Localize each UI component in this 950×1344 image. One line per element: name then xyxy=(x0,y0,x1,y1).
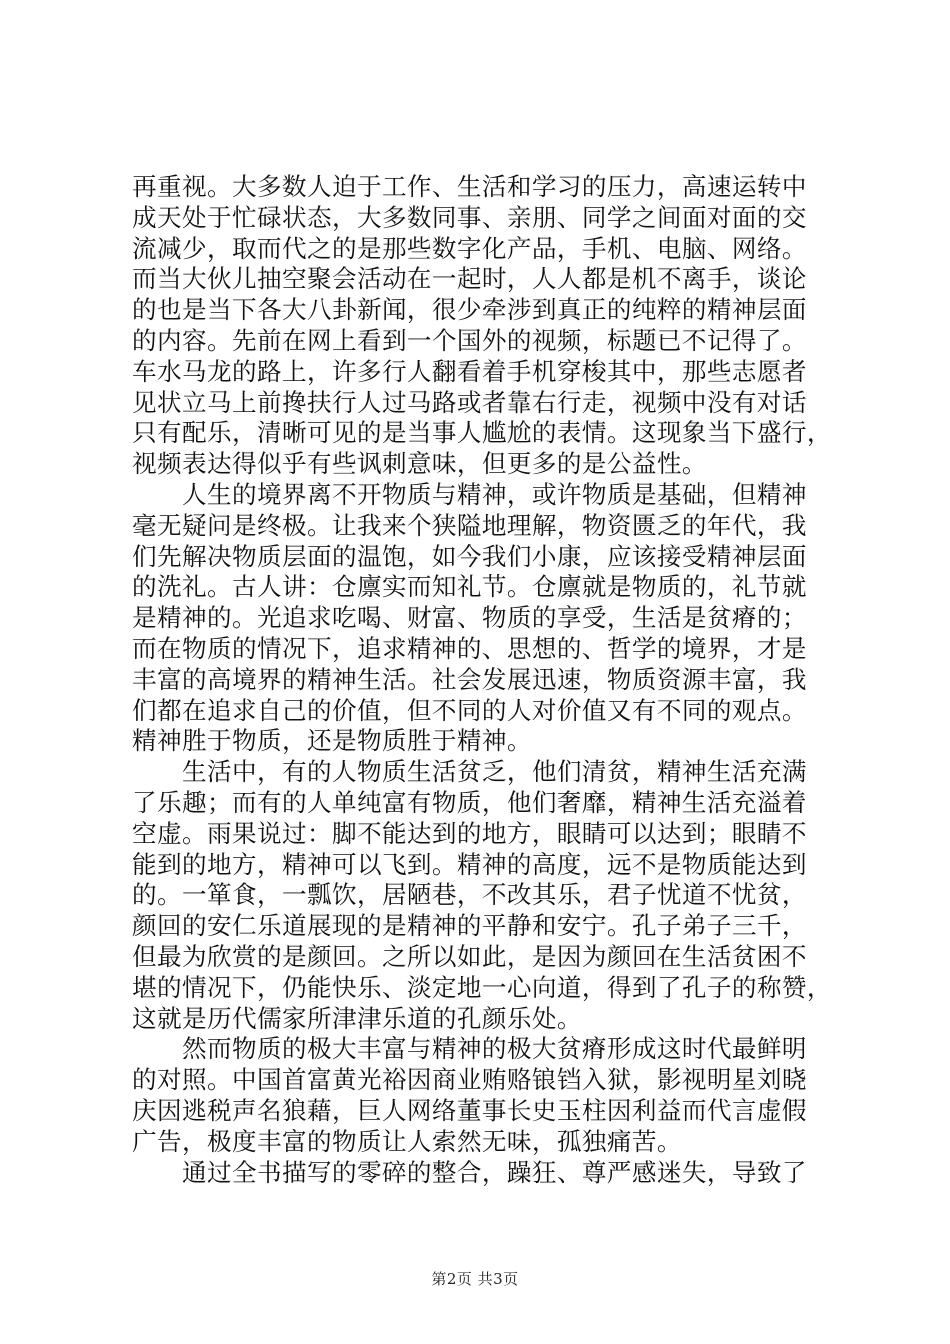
text-line: 能到的地方，精神可以飞到。精神的高度，远不是物质能达到 xyxy=(132,849,807,879)
text-line: 精神胜于物质，还是物质胜于精神。 xyxy=(132,726,532,756)
text-line: 的内容。先前在网上看到一个国外的视频，标题已不记得了。 xyxy=(132,325,807,355)
text-line: 通过全书描写的零碎的整合，躁狂、尊严感迷失，导致了 xyxy=(132,1157,807,1187)
text-line: 们先解决物质层面的温饱，如今我们小康，应该接受精神层面 xyxy=(132,541,807,571)
text-line: 生活中，有的人物质生活贫乏，他们清贫，精神生活充满 xyxy=(132,757,807,787)
text-line: 视频表达得似乎有些讽刺意味，但更多的是公益性。 xyxy=(132,449,707,479)
text-line: 见状立马上前搀扶行人过马路或者靠右行走，视频中没有对话 xyxy=(132,387,807,417)
text-line: 丰富的高境界的精神生活。社会发展迅速，物质资源丰富，我 xyxy=(132,664,807,694)
text-line: 的洗礼。古人讲：仓廪实而知礼节。仓廪就是物质的，礼节就 xyxy=(132,572,807,602)
text-line: 再重视。大多数人迫于工作、生活和学习的压力，高速运转中 xyxy=(132,172,807,201)
text-line: 只有配乐，清晰可见的是当事人尴尬的表情。这现象当下盛行， xyxy=(132,418,832,448)
page-number: 第2页 共3页 xyxy=(431,1270,519,1288)
body-text xyxy=(132,172,832,1188)
text-line: 广告，极度丰富的物质让人索然无味，孤独痛苦。 xyxy=(132,1126,682,1156)
text-line: 但最为欣赏的是颜回。之所以如此，是因为颜回在生活贫困不 xyxy=(132,941,807,971)
text-line: 毫无疑问是终极。让我来个狭隘地理解，物资匮乏的年代，我 xyxy=(132,510,807,540)
text-line: 的也是当下各大八卦新闻，很少牵涉到真正的纯粹的精神层面 xyxy=(132,295,807,325)
text-line: 成天处于忙碌状态，大多数同事、亲朋、同学之间面对面的交 xyxy=(132,202,807,232)
text-line: 庆因逃税声名狼藉，巨人网络董事长史玉柱因利益而代言虚假 xyxy=(132,1095,807,1125)
text-line: 车水马龙的路上，许多行人翻看着手机穿梭其中，那些志愿者 xyxy=(132,356,807,386)
text-line: 人生的境界离不开物质与精神，或许物质是基础，但精神 xyxy=(132,479,807,509)
text-line: 堪的情况下，仍能快乐、淡定地一心向道，得到了孔子的称赞， xyxy=(132,972,832,1002)
text-line: 是精神的。光追求吃喝、财富、物质的享受，生活是贫瘠的； xyxy=(132,603,807,633)
page-footer xyxy=(0,1268,950,1289)
text-line: 流减少，取而代之的是那些数字化产品，手机、电脑、网络。 xyxy=(132,233,807,263)
text-line: 而当大伙儿抽空聚会活动在一起时，人人都是机不离手，谈论 xyxy=(132,264,807,294)
text-line: 的。一箪食，一瓢饮，居陋巷，不改其乐，君子忧道不忧贫， xyxy=(132,880,807,910)
text-line: 了乐趣；而有的人单纯富有物质，他们奢靡，精神生活充溢着 xyxy=(132,787,807,817)
text-line: 而在物质的情况下，追求精神的、思想的、哲学的境界，才是 xyxy=(132,633,807,663)
text-line: 然而物质的极大丰富与精神的极大贫瘠形成这时代最鲜明 xyxy=(132,1034,807,1064)
text-line: 颜回的安仁乐道展现的是精神的平静和安宁。孔子弟子三千， xyxy=(132,911,807,941)
text-line: 的对照。中国首富黄光裕因商业贿赂锒铛入狱，影视明星刘晓 xyxy=(132,1065,807,1095)
text-line: 空虚。雨果说过：脚不能达到的地方，眼睛可以达到；眼睛不 xyxy=(132,818,807,848)
text-line: 们都在追求自己的价值，但不同的人对价值又有不同的观点。 xyxy=(132,695,807,725)
text-line: 这就是历代儒家所津津乐道的孔颜乐处。 xyxy=(132,1003,582,1033)
